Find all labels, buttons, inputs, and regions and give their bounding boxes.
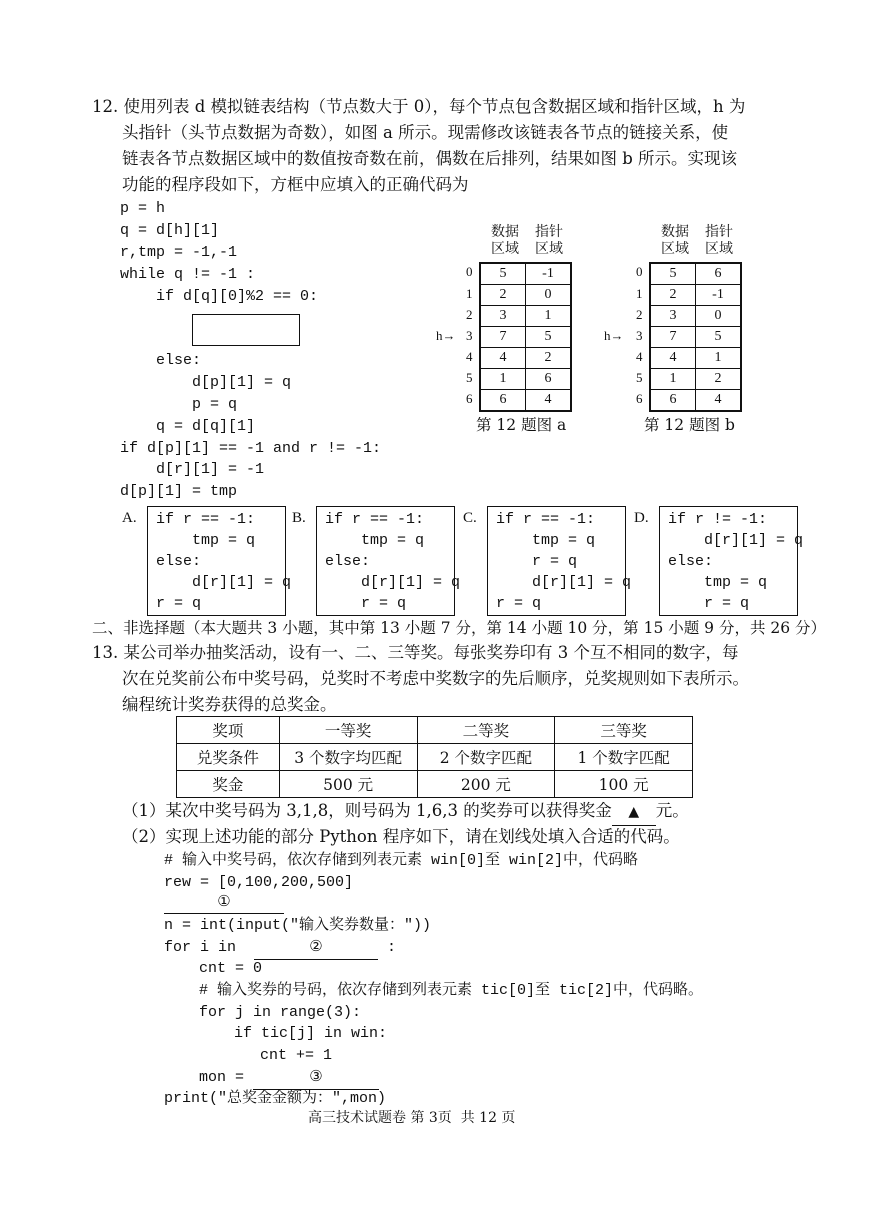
option-code-line: r = q bbox=[668, 595, 750, 612]
option-code-line: d[r][1] = q bbox=[156, 574, 292, 591]
table-cell: 奖项 bbox=[177, 717, 280, 744]
index-label: 2 bbox=[636, 307, 643, 322]
option-code-line: tmp = q bbox=[156, 532, 256, 549]
option-code-line: tmp = q bbox=[325, 532, 425, 549]
table-cell: 100 元 bbox=[555, 771, 693, 798]
q13-line-2: 次在兑奖前公布中奖号码，兑奖时不考虑中奖数字的先后顺序，兑奖规则如下表所示。 bbox=[122, 669, 749, 688]
code-line: if tic[j] in win: bbox=[234, 1025, 388, 1042]
index-label: 5 bbox=[636, 370, 643, 385]
option-code-line: r = q bbox=[325, 595, 407, 612]
header-data: 数据 区域 bbox=[491, 224, 519, 257]
code-line: p = q bbox=[120, 396, 238, 413]
code-line: while q != -1 : bbox=[120, 266, 256, 283]
header-pointer: 指针 区域 bbox=[535, 224, 563, 257]
option-code-line: r = q bbox=[496, 553, 578, 570]
option-code-line: d[r][1] = q bbox=[668, 532, 804, 549]
code-line: cnt += 1 bbox=[260, 1047, 333, 1064]
option-box bbox=[487, 506, 632, 616]
index-label: 1 bbox=[636, 286, 643, 301]
q13-sub1 bbox=[122, 798, 689, 826]
option-box bbox=[316, 506, 461, 616]
index-label: 6 bbox=[636, 391, 643, 406]
header-data: 数据 区域 bbox=[661, 224, 689, 257]
table-cell: 奖金 bbox=[177, 771, 280, 798]
head-pointer-marker: h→ bbox=[436, 328, 456, 343]
option-code-line: if r == -1: bbox=[496, 511, 596, 528]
table-cell: 3 个数字均匹配 bbox=[279, 744, 417, 771]
code-line: d[p][1] = q bbox=[120, 374, 292, 391]
q13-line-1: 13. 某公司举办抽奖活动，设有一、二、三等奖。每张奖券印有 3 个互不相同的数字，每 bbox=[92, 643, 739, 662]
prize-table bbox=[176, 716, 693, 798]
code-line: else: bbox=[120, 352, 202, 369]
code-line: for j in range(3): bbox=[199, 1004, 362, 1021]
table-cell: 2 个数字匹配 bbox=[417, 744, 555, 771]
option-code-line: tmp = q bbox=[496, 532, 596, 549]
code-line bbox=[164, 937, 396, 960]
table-cell: 1 个数字匹配 bbox=[555, 744, 693, 771]
code-line: p = h bbox=[120, 200, 166, 217]
option-code-line: tmp = q bbox=[668, 574, 768, 591]
option-code-line: else: bbox=[668, 553, 714, 570]
answer-blank-2: ② bbox=[254, 937, 378, 960]
answer-box bbox=[192, 314, 300, 346]
code-line: rew = [0,100,200,500] bbox=[164, 874, 354, 891]
option-label: A. bbox=[122, 510, 137, 526]
option-code-line: else: bbox=[156, 553, 202, 570]
table-cell: 兑奖条件 bbox=[177, 744, 280, 771]
code-line: # 输入奖券的号码，依次存储到列表元素 tic[0]至 tic[2]中，代码略。 bbox=[199, 982, 704, 999]
q13-line-3: 编程统计奖券获得的总奖金。 bbox=[122, 695, 337, 714]
code-line: # 输入中奖号码，依次存储到列表元素 win[0]至 win[2]中，代码略 bbox=[164, 852, 639, 869]
table-cell: 二等奖 bbox=[417, 717, 555, 744]
table-cell: 500 元 bbox=[279, 771, 417, 798]
option-box bbox=[659, 506, 804, 616]
q12-line-1: 12. 使用列表 d 模拟链表结构（节点数大于 0），每个节点包含数据区域和指针区域，h 为 bbox=[92, 97, 746, 116]
option-code-line: if r != -1: bbox=[668, 511, 768, 528]
linked-list-table-b: 5 6 2 -1 3 0 7 5 4 1 1 2 6 4 bbox=[649, 262, 742, 412]
code-text: mon = bbox=[199, 1069, 245, 1086]
option-code-line: if r == -1: bbox=[325, 511, 425, 528]
code-text: for i in bbox=[164, 939, 237, 956]
header-pointer: 指针 区域 bbox=[705, 224, 733, 257]
code-text: : bbox=[387, 939, 397, 956]
code-line: d[p][1] = tmp bbox=[120, 483, 238, 500]
table-cell: 一等奖 bbox=[279, 717, 417, 744]
sub1-unit: 元。 bbox=[655, 801, 689, 820]
table-cell: 200 元 bbox=[417, 771, 555, 798]
index-label: 1 bbox=[466, 286, 473, 301]
figure-b-caption: 第 12 题图 b bbox=[644, 416, 735, 434]
index-label: 0 bbox=[636, 264, 643, 279]
code-line: if d[q][0]%2 == 0: bbox=[120, 288, 319, 305]
answer-blank-1: ① bbox=[164, 893, 284, 914]
q12-line-4: 功能的程序段如下，方框中应填入的正确代码为 bbox=[122, 175, 469, 194]
option-box bbox=[147, 506, 292, 616]
q13-sub2: （2）实现上述功能的部分 Python 程序如下，请在划线处填入合适的代码。 bbox=[122, 827, 680, 846]
option-label: D. bbox=[634, 510, 649, 526]
index-label: 6 bbox=[466, 391, 473, 406]
index-label: 3 bbox=[466, 328, 473, 343]
page-footer: 高三技术试题卷 第 3页 共 12 页 bbox=[308, 1110, 516, 1126]
code-line bbox=[199, 1067, 379, 1090]
code-line: q = d[h][1] bbox=[120, 222, 220, 239]
index-label: 4 bbox=[636, 349, 643, 364]
index-label: 5 bbox=[466, 370, 473, 385]
option-label: C. bbox=[463, 510, 477, 526]
code-line: q = d[q][1] bbox=[120, 418, 256, 435]
code-line: r,tmp = -1,-1 bbox=[120, 244, 238, 261]
index-label: 2 bbox=[466, 307, 473, 322]
code-line: d[r][1] = -1 bbox=[120, 461, 265, 478]
linked-list-table-a: 5 -1 2 0 3 1 7 5 4 2 1 6 6 4 bbox=[479, 262, 572, 412]
index-label: 3 bbox=[636, 328, 643, 343]
table-cell: 三等奖 bbox=[555, 717, 693, 744]
option-code-line: r = q bbox=[156, 595, 202, 612]
option-code-line: else: bbox=[325, 553, 371, 570]
code-line: cnt = 0 bbox=[199, 960, 263, 977]
option-label: B. bbox=[292, 510, 306, 526]
index-label: 0 bbox=[466, 264, 473, 279]
option-code-line: if r == -1: bbox=[156, 511, 256, 528]
option-code-line: d[r][1] = q bbox=[325, 574, 461, 591]
answer-blank-3: ③ bbox=[253, 1067, 379, 1090]
head-pointer-marker: h→ bbox=[604, 328, 624, 343]
code-line: n = int(input("输入奖券数量：")) bbox=[164, 917, 432, 934]
option-code-line: r = q bbox=[496, 595, 542, 612]
sub1-text: （1）某次中奖号码为 3,1,8，则号码为 1,6,3 的奖券可以获得奖金 bbox=[122, 801, 612, 820]
code-line: print("总奖金金额为：",mon) bbox=[164, 1090, 387, 1107]
option-code-line: d[r][1] = q bbox=[496, 574, 632, 591]
q12-line-3: 链表各节点数据区域中的数值按奇数在前，偶数在后排列，结果如图 b 所示。实现该 bbox=[122, 149, 738, 168]
q12-line-2: 头指针（头节点数据为奇数），如图 a 所示。现需修改该链表各节点的链接关系，使 bbox=[122, 123, 729, 142]
code-line: if d[p][1] == -1 and r != -1: bbox=[120, 440, 382, 457]
answer-blank: ▲ bbox=[612, 799, 656, 826]
figure-a-caption: 第 12 题图 a bbox=[476, 416, 567, 434]
index-label: 4 bbox=[466, 349, 473, 364]
section-heading: 二、非选择题（本大题共 3 小题，其中第 13 小题 7 分，第 14 小题 10 分，第 15 小题 9 分，共 26 分） bbox=[92, 619, 827, 637]
